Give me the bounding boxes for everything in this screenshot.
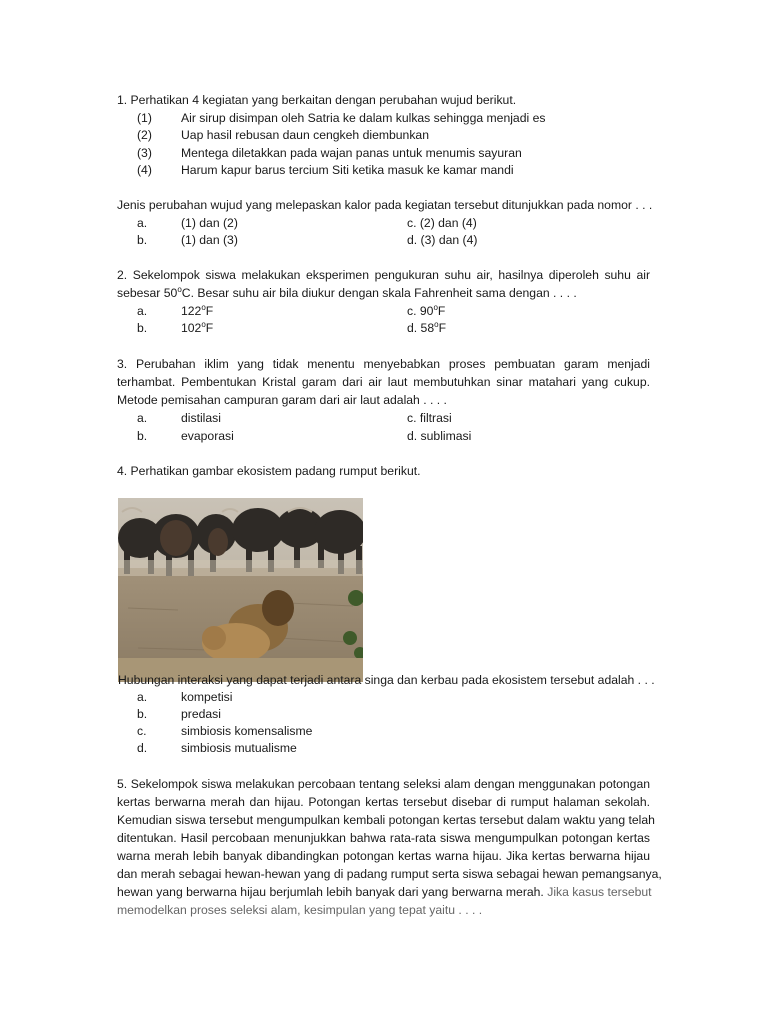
q5-line-8: memodelkan proses seleksi alam, kesimpulan yang tepat yaitu . . . . xyxy=(117,903,483,917)
q3-option-c: c. filtrasi xyxy=(407,411,452,425)
q4-option-d-label: d. xyxy=(137,741,148,755)
q3-option-b: evaporasi xyxy=(181,429,234,443)
q4-stem: 4. Perhatikan gambar ekosistem padang rumput berikut. xyxy=(117,464,421,478)
q5-line-5: warna merah lebih banyak dibandingkan potongan kertas warna hijau. Jika kertas berwarna hijau xyxy=(117,849,650,863)
q3-line-1: 3. Perubahan iklim yang tidak menentu menyebabkan proses pembuatan garam menjadi xyxy=(117,357,650,371)
q1-stem: 1. Perhatikan 4 kegiatan yang berkaitan dengan perubahan wujud berikut. xyxy=(117,93,517,107)
q4-option-a-label: a. xyxy=(137,690,148,704)
q4-option-a: kompetisi xyxy=(181,690,233,704)
q2-option-d: d. 58$^o$F xyxy=(407,320,447,335)
q2-option-b-label: b. xyxy=(137,321,148,335)
q1-option-a: (1) dan (2) xyxy=(181,216,238,230)
q4-question: Hubungan interaksi yang dapat terjadi antara singa dan kerbau pada ekosistem tersebut adalah . . . xyxy=(118,673,655,687)
q5-line-2: kertas berwarna merah dan hijau. Potongan kertas tersebut disebar di rumput halaman sekolah. xyxy=(117,795,650,809)
q4-option-d: simbiosis mutualisme xyxy=(181,741,297,755)
q1-option-b: (1) dan (3) xyxy=(181,233,238,247)
q1-item-4-text: Harum kapur barus tercium Siti ketika masuk ke kamar mandi xyxy=(181,163,514,177)
q3-line-2: terhambat. Pembentukan Kristal garam dari air laut membutuhkan sinar matahari yang cukup. xyxy=(117,375,650,389)
q1-question: Jenis perubahan wujud yang melepaskan kalor pada kegiatan tersebut ditunjukkan pada nomor . . . xyxy=(117,198,653,212)
q5-line-1: 5. Sekelompok siswa melakukan percobaan tentang seleksi alam dengan menggunakan potongan xyxy=(117,777,650,791)
q5-line-4: ditentukan. Hasil percobaan menunjukkan bahwa rata-rata siswa mengumpulkan potongan kertas xyxy=(117,831,650,845)
q5-line-7: hewan yang berwarna hijau berjumlah lebih banyak dari yang berwarna merah. Jika kasus tersebut xyxy=(117,885,652,899)
q1-item-4-number: (4) xyxy=(137,163,152,177)
q1-item-3-text: Mentega diletakkan pada wajan panas untuk menumis sayuran xyxy=(181,146,522,160)
q2-option-a: 122$^o$F xyxy=(181,303,214,318)
q3-option-d: d. sublimasi xyxy=(407,429,472,443)
q4-option-b: predasi xyxy=(181,707,221,721)
q1-option-b-label: b. xyxy=(137,233,148,247)
q4-option-c-label: c. xyxy=(137,724,147,738)
q2-option-b: 102$^o$F xyxy=(181,320,214,335)
q1-item-3-number: (3) xyxy=(137,146,152,160)
savanna-photo xyxy=(118,498,363,682)
q4-option-c: simbiosis komensalisme xyxy=(181,724,313,738)
q4-option-b-label: b. xyxy=(137,707,148,721)
q3-line-3: Metode pemisahan campuran garam dari air laut adalah . . . . xyxy=(117,393,447,407)
q1-item-2-text: Uap hasil rebusan daun cengkeh diembunkan xyxy=(181,128,429,142)
q2-line-1: 2. Sekelompok siswa melakukan eksperimen pengukuran suhu air, hasilnya diperoleh suhu air xyxy=(117,268,650,282)
q2-option-a-label: a. xyxy=(137,304,148,318)
q2-line-2: sebesar 50$^o$C. Besar suhu air bila diukur dengan skala Fahrenheit sama dengan . . . . xyxy=(117,285,577,300)
q1-option-c: c. (2) dan (4) xyxy=(407,216,477,230)
q1-option-a-label: a. xyxy=(137,216,148,230)
q1-item-1-text: Air sirup disimpan oleh Satria ke dalam kulkas sehingga menjadi es xyxy=(181,111,546,125)
q1-item-2-number: (2) xyxy=(137,128,152,142)
q2-option-c: c. 90$^o$F xyxy=(407,303,446,318)
q3-option-b-label: b. xyxy=(137,429,148,443)
q5-line-6: dan merah sebagai hewan-hewan yang di padang rumput serta siswa sebagai hewan pemangsanya, xyxy=(117,867,662,881)
q1-item-1-number: (1) xyxy=(137,111,152,125)
q1-option-d: d. (3) dan (4) xyxy=(407,233,478,247)
q5-line-3: Kemudian siswa tersebut mengumpulkan kembali potongan kertas tersebut dalam waktu yang telah xyxy=(117,813,655,827)
q3-option-a: distilasi xyxy=(181,411,221,425)
q3-option-a-label: a. xyxy=(137,411,148,425)
